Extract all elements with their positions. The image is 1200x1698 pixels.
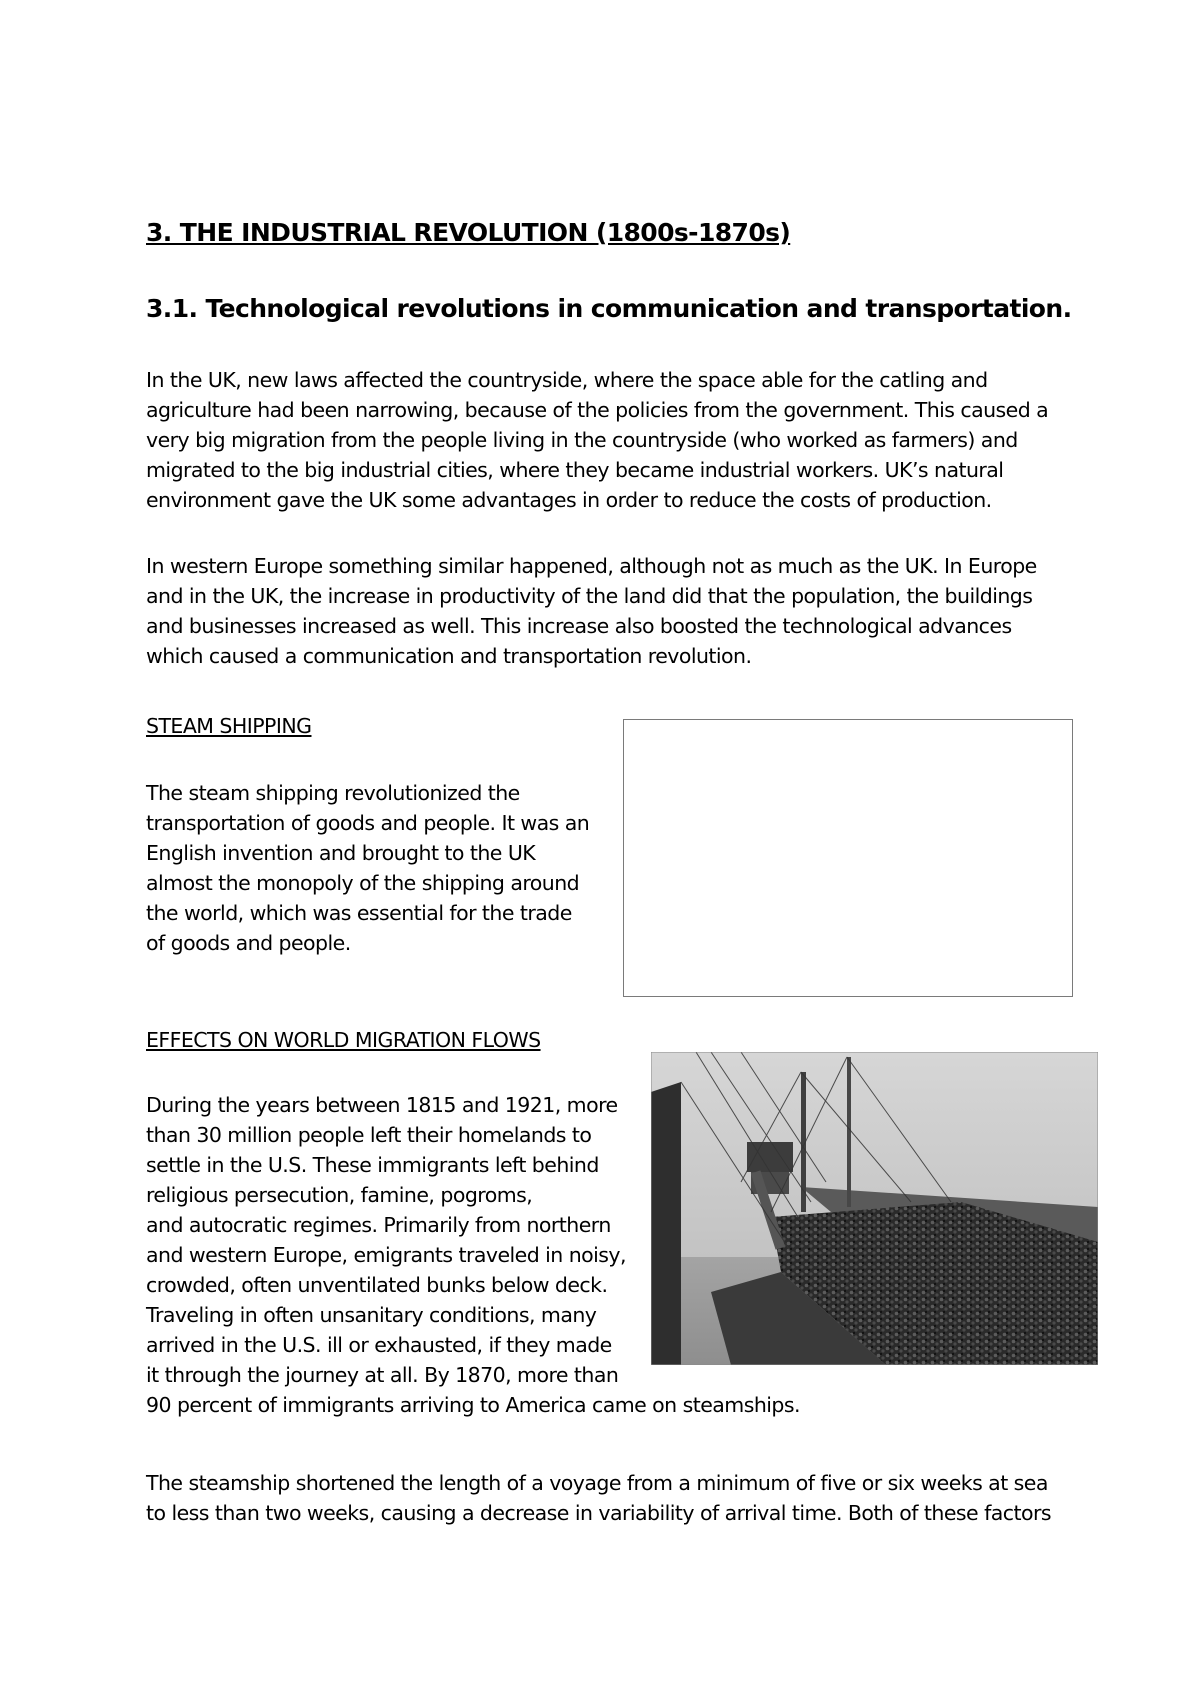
section-title: 3.1. Technological revolutions in communication and transportation. (146, 294, 1072, 323)
intro-paragraph-1 (146, 365, 1048, 515)
text-line: settle in the U.S. These immigrants left behind (146, 1153, 599, 1177)
text-line: than 30 million people left their homelands to (146, 1123, 592, 1147)
text-line: 90 percent of immigrants arriving to America came on steamships. (146, 1393, 800, 1417)
text-line: of goods and people. (146, 931, 351, 955)
text-line: environment gave the UK some advantages in order to reduce the costs of production. (146, 488, 992, 512)
text-line: English invention and brought to the UK (146, 841, 536, 865)
text-line: to less than two weeks, causing a decrease in variability of arrival time. Both of these factors (146, 1501, 1051, 1525)
text-line: agriculture had been narrowing, because of the policies from the government. This caused a (146, 398, 1049, 422)
migration-heading: EFFECTS ON WORLD MIGRATION FLOWS (146, 1028, 541, 1052)
text-line: religious persecution, famine, pogroms, (146, 1183, 533, 1207)
text-line: and in the UK, the increase in productivity of the land did that the population, the buildings (146, 584, 1033, 608)
text-line: Traveling in often unsanitary conditions, many (146, 1303, 597, 1327)
text-line: In the UK, new laws affected the countryside, where the space able for the catling and (146, 368, 988, 392)
text-line: The steamship shortened the length of a voyage from a minimum of five or six weeks at sea (146, 1471, 1048, 1495)
intro-paragraph-2 (146, 551, 1037, 671)
text-line: migrated to the big industrial cities, where they became industrial workers. UK’s natural (146, 458, 1004, 482)
text-line: and western Europe, emigrants traveled in noisy, (146, 1243, 626, 1267)
steamship-deck-photo (651, 1052, 1098, 1365)
text-line: and businesses increased as well. This increase also boosted the technological advances (146, 614, 1012, 638)
text-line: The steam shipping revolutionized the (146, 781, 520, 805)
image-placeholder-frame (623, 719, 1073, 997)
text-line: which caused a communication and transportation revolution. (146, 644, 752, 668)
text-line: transportation of goods and people. It was an (146, 811, 590, 835)
text-line: In western Europe something similar happened, although not as much as the UK. In Europe (146, 554, 1037, 578)
chapter-title: 3. THE INDUSTRIAL REVOLUTION (1800s-1870s) (146, 218, 791, 247)
text-line: almost the monopoly of the shipping around (146, 871, 580, 895)
text-line: it through the journey at all. By 1870, more than (146, 1363, 619, 1387)
steamship-deck-photo-graphic (651, 1052, 1098, 1365)
closing-paragraph (146, 1468, 1051, 1528)
text-line: very big migration from the people living in the countryside (who worked as farmers) and (146, 428, 1018, 452)
steam-shipping-heading: STEAM SHIPPING (146, 714, 312, 738)
text-line: and autocratic regimes. Primarily from northern (146, 1213, 611, 1237)
text-line: During the years between 1815 and 1921, more (146, 1093, 618, 1117)
text-line: arrived in the U.S. ill or exhausted, if they made (146, 1333, 612, 1357)
steam-shipping-paragraph (146, 778, 589, 958)
text-line: the world, which was essential for the trade (146, 901, 572, 925)
text-line: crowded, often unventilated bunks below deck. (146, 1273, 608, 1297)
